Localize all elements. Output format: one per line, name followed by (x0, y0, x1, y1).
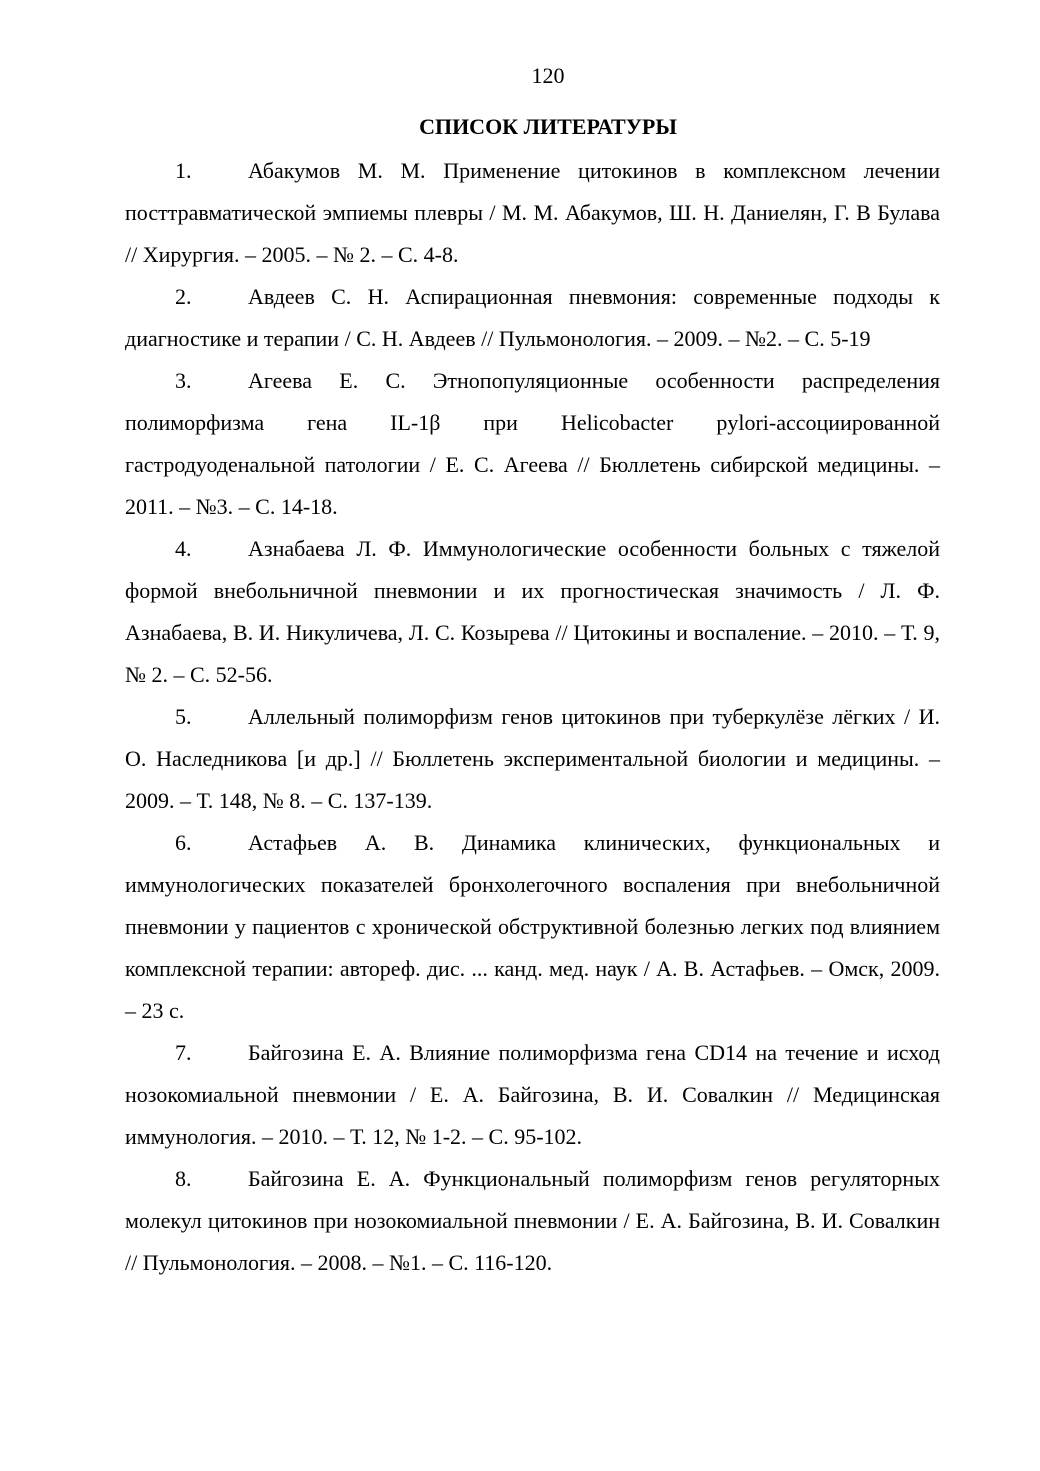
reference-text: Азнабаева Л. Ф. Иммунологические особенности больных с тяжелой формой внебольничной пневмонии и их прогностическая значимость / Л. Ф. Азнабаева, В. И. Никуличева, Л. С. Козырева // Цитокины и воспаление. – 2010. – Т. 9, № 2. – С. 52-56. (125, 536, 940, 687)
reference-item (125, 276, 940, 360)
reference-text: Агеева Е. С. Этнопопуляционные особенности распределения полиморфизма гена IL-1β при Helicobacter pylori-ассоциированной гастродуоденальной патологии / Е. С. Агеева // Бюллетень сибирской медицины. – 2011. – №3. – С. 14-18. (125, 368, 940, 519)
reference-item (125, 528, 940, 696)
reference-text: Астафьев А. В. Динамика клинических, функциональных и иммунологических показателей бронхолегочного воспаления при внебольничной пневмонии у пациентов с хронической обструктивной болезнью легких под влиянием комплексной терапии: автореф. дис. ... канд. мед. наук / А. В. Астафьев. – Омск, 2009. – 23 с. (125, 830, 940, 1023)
reference-item (125, 360, 940, 528)
reference-text: Аллельный полиморфизм генов цитокинов при туберкулёзе лёгких / И. О. Наследникова [и др.] // Бюллетень экспериментальной биологии и медицины. – 2009. – Т. 148, № 8. – С. 137-139. (125, 704, 940, 813)
reference-item (125, 150, 940, 276)
reference-number: 6. (175, 830, 192, 855)
reference-number: 4. (175, 536, 192, 561)
reference-item (125, 696, 940, 822)
reference-list (125, 150, 940, 1284)
section-heading: СПИСОК ЛИТЕРАТУРЫ (419, 114, 677, 139)
reference-number: 7. (175, 1040, 192, 1065)
reference-item (125, 1032, 940, 1158)
reference-item (125, 822, 940, 1032)
reference-number: 3. (175, 368, 192, 393)
reference-number: 1. (175, 158, 192, 183)
reference-text: Авдеев С. Н. Аспирационная пневмония: современные подходы к диагностике и терапии / С. Н. Авдеев // Пульмонология. – 2009. – №2. – С. 5-19 (125, 284, 940, 351)
page-number: 120 (531, 63, 565, 88)
reference-number: 5. (175, 704, 192, 729)
reference-number: 8. (175, 1166, 192, 1191)
reference-text: Байгозина Е. А. Функциональный полиморфизм генов регуляторных молекул цитокинов при нозокомиальной пневмонии / Е. А. Байгозина, В. И. Совалкин // Пульмонология. – 2008. – №1. – С. 116-120. (125, 1166, 940, 1275)
reference-number: 2. (175, 284, 192, 309)
reference-text: Абакумов М. М. Применение цитокинов в комплексном лечении посттравматической эмпиемы плевры / М. М. Абакумов, Ш. Н. Даниелян, Г. В Булава // Хирургия. – 2005. – № 2. – С. 4-8. (125, 158, 940, 267)
reference-text: Байгозина Е. А. Влияние полиморфизма гена CD14 на течение и исход нозокомиальной пневмонии / Е. А. Байгозина, В. И. Совалкин // Медицинская иммунология. – 2010. – Т. 12, № 1-2. – С. 95-102. (125, 1040, 940, 1149)
reference-item (125, 1158, 940, 1284)
